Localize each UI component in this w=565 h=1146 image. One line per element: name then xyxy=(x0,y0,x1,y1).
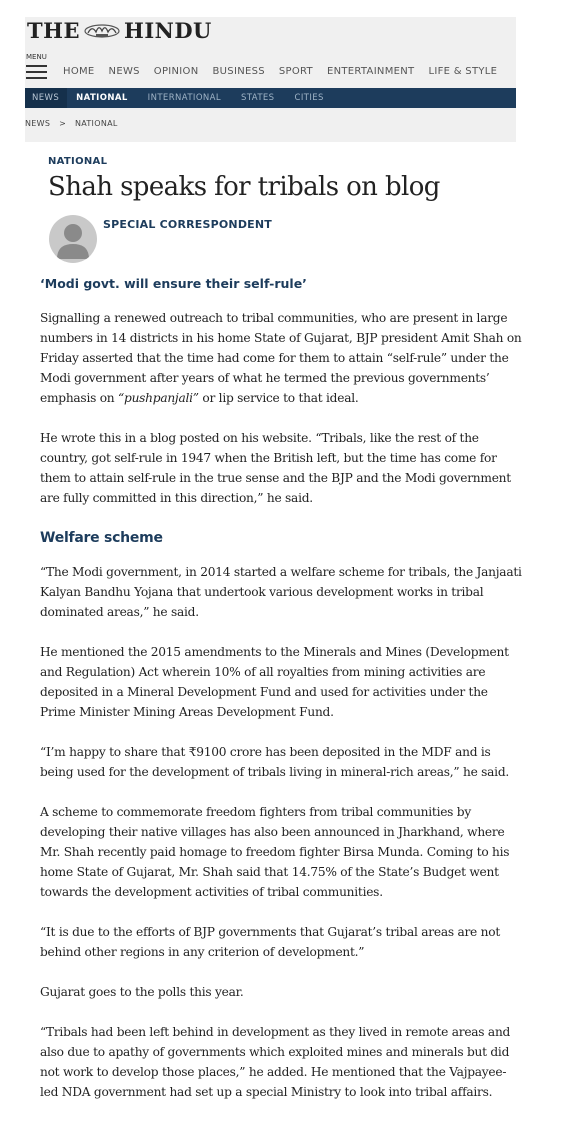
breadcrumb-separator: > xyxy=(59,119,67,128)
paragraph: He wrote this in a blog posted on his website. “Tribals, like the rest of the country, got self-rule in 1947 when the British left, but the time has come for them to attain self-rule in the true sense and the BJP and the Modi government are fully committed in this direction,” he said. xyxy=(40,431,511,505)
breadcrumb-item-news[interactable]: NEWS xyxy=(25,119,51,128)
paragraph: A scheme to commemorate freedom fighters from tribal communities by developing their native villages has also been announced in Jharkhand, where Mr. Shah recently paid homage to freedom fighter Birsa Munda. Coming to his home State of Gujarat, Mr. Shah said that 14.75% of the State’s Budget went towards the development activities of tribal communities. xyxy=(40,805,510,899)
paragraph-text: Signalling a renewed outreach to tribal communities, who are present in large numbers in 14 districts in his home State of Gujarat, BJP president Amit Shah on Friday asserted that the time had come for them to attain “self-rule” under the Modi government after years of what he termed the previous governments’ emphasis on xyxy=(40,311,522,405)
article-body xyxy=(40,308,522,1122)
nav-item-opinion[interactable]: OPINION xyxy=(153,66,199,77)
breadcrumb-item-national[interactable]: NATIONAL xyxy=(74,119,118,128)
paragraph: “The Modi government, in 2014 started a welfare scheme for tribals, the Janjaati Kalyan Bandhu Yojana that undertook various development works in tribal dominated areas,” he said. xyxy=(40,565,522,619)
paragraph: “It is due to the efforts of BJP governments that Gujarat’s tribal areas are not behind other regions in any criterion of development.” xyxy=(40,925,500,959)
paragraph: He mentioned the 2015 amendments to the Minerals and Mines (Development and Regulation) Act wherein 10% of all royalties from mining activities are deposited in a Mineral Development Fund and used for activities under the Prime Minister Mining Areas Development Fund. xyxy=(40,645,509,719)
subnav-item-states[interactable]: STATES xyxy=(241,93,275,103)
subnav-item-national[interactable]: NATIONAL xyxy=(76,93,128,103)
main-nav xyxy=(63,66,511,77)
nav-item-home[interactable]: HOME xyxy=(63,66,95,77)
hamburger-icon[interactable] xyxy=(26,65,47,79)
logo-text-the: THE xyxy=(27,17,80,43)
breadcrumb xyxy=(25,119,118,128)
sub-nav xyxy=(25,88,516,108)
paragraph-text: or lip service to that ideal. xyxy=(198,391,359,405)
article-title: Shah speaks for tribals on blog xyxy=(48,172,440,202)
article-subtitle: ‘Modi govt. will ensure their self-rule’ xyxy=(40,276,307,291)
site-header xyxy=(25,17,516,142)
nav-item-news[interactable]: NEWS xyxy=(108,66,140,77)
paragraph xyxy=(40,308,522,408)
site-logo[interactable] xyxy=(27,17,212,43)
emphasis-text: “pushpanjali” xyxy=(118,391,199,405)
nav-item-sport[interactable]: SPORT xyxy=(278,66,313,77)
menu-label: MENU xyxy=(26,53,47,61)
emblem-icon xyxy=(82,21,122,39)
paragraph: Gujarat goes to the polls this year. xyxy=(40,985,244,999)
subnav-item-cities[interactable]: CITIES xyxy=(294,93,324,103)
nav-item-life-style[interactable]: LIFE & STYLE xyxy=(428,66,498,77)
subnav-item-international[interactable]: INTERNATIONAL xyxy=(147,93,222,103)
paragraph: “Tribals had been left behind in development as they lived in remote areas and also due to apathy of governments which exploited mines and minerals but did not work to develop those places,” he added. He mentioned that the Vajpayee-led NDA government had set up a special Ministry to look into tribal affairs. xyxy=(40,1025,511,1099)
avatar-placeholder-icon xyxy=(49,215,97,263)
section-heading: Welfare scheme xyxy=(40,530,163,546)
nav-item-business[interactable]: BUSINESS xyxy=(212,66,265,77)
subnav-section-news[interactable]: NEWS xyxy=(25,88,67,108)
article-section-label[interactable]: NATIONAL xyxy=(48,156,108,167)
paragraph: “I’m happy to share that ₹9100 crore has been deposited in the MDF and is being used for the development of tribals living in mineral-rich areas,” he said. xyxy=(40,745,509,779)
nav-item-entertainment[interactable]: ENTERTAINMENT xyxy=(326,66,415,77)
logo-text-hindu: HINDU xyxy=(123,17,212,43)
author-byline[interactable]: SPECIAL CORRESPONDENT xyxy=(103,218,272,231)
